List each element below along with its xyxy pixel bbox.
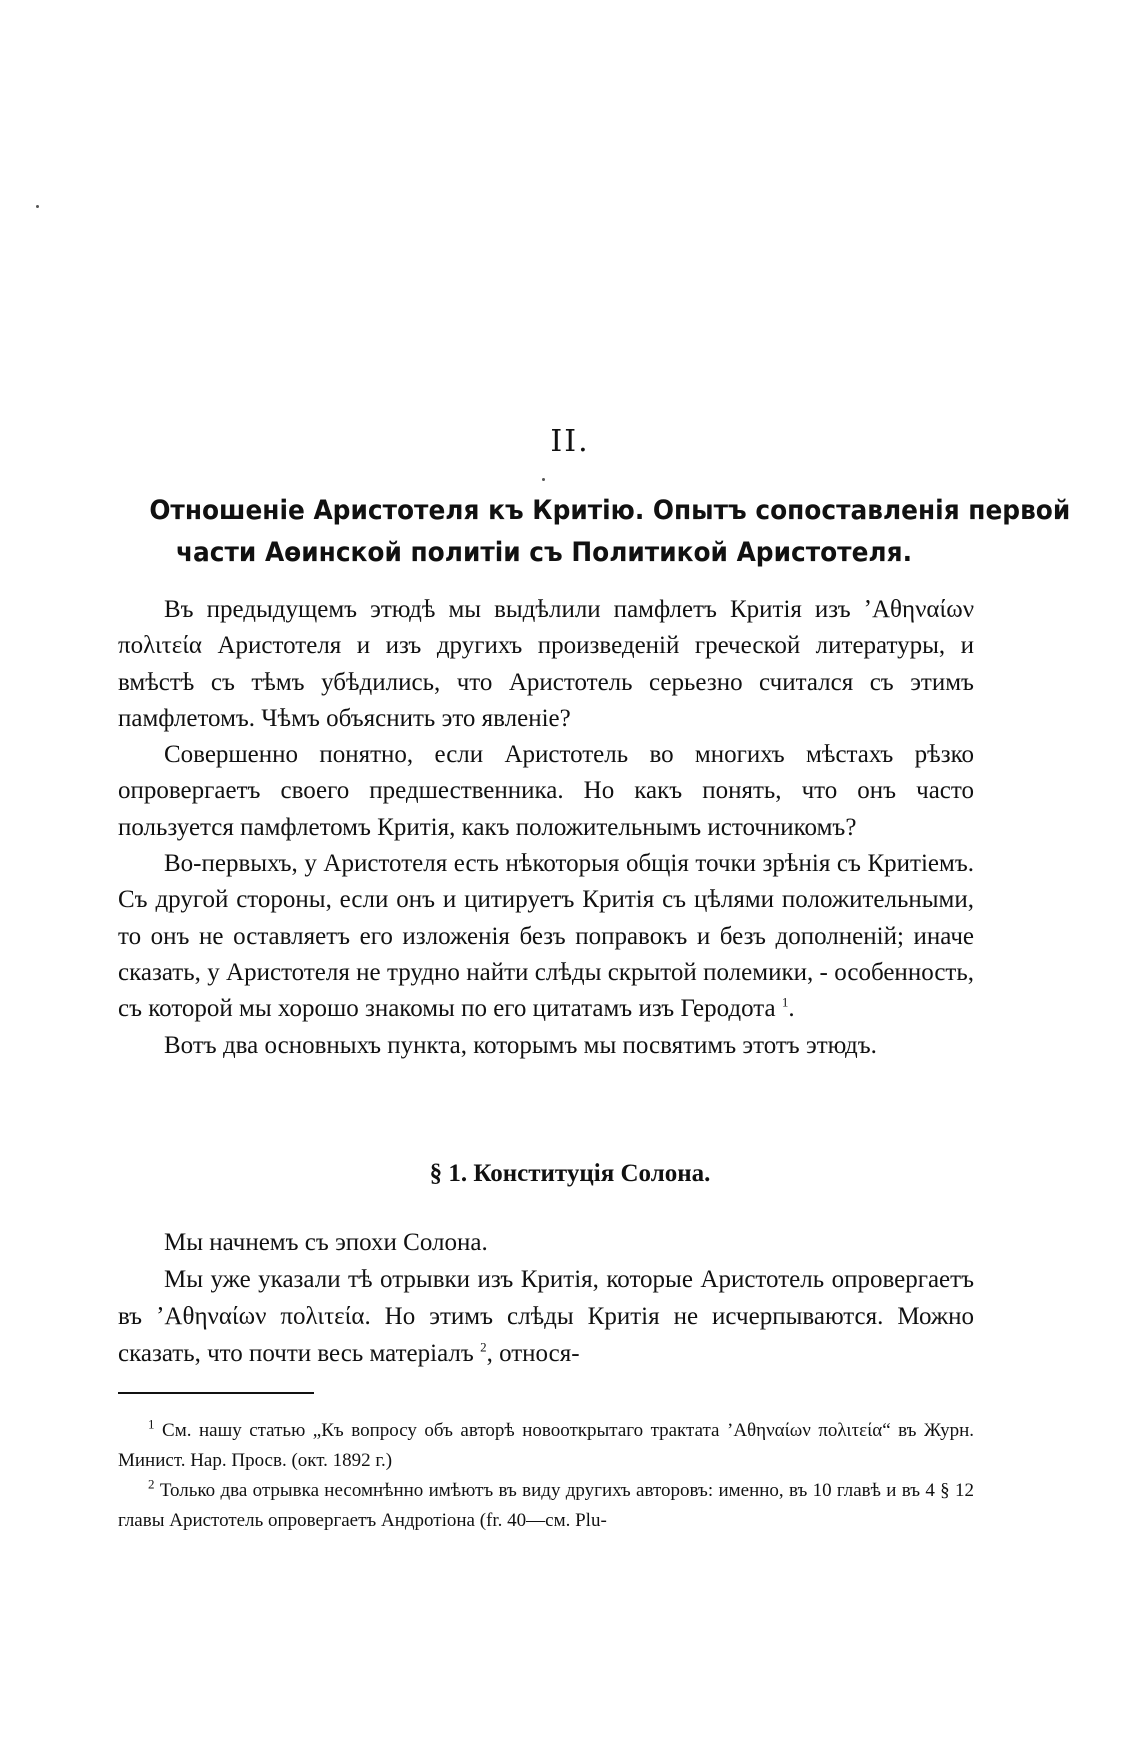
- paragraph: Совершенно понятно, если Аристотель во многихъ мѣстахъ рѣзко опровергаетъ своего предшественника. Но какъ понять, что онъ часто пользуется памфлетомъ Критія, какъ положительнымъ источникомъ?: [118, 741, 974, 841]
- section-text: [118, 1224, 974, 1372]
- footnote-mark: 2: [148, 1476, 155, 1492]
- chapter-number: II.: [550, 424, 590, 459]
- chapter-title-line-2: части Аѳинской политіи съ Политикой Аристотеля.: [175, 537, 913, 568]
- footnote-2: [118, 1476, 974, 1536]
- paragraph-text: Мы уже указали тѣ отрывки изъ Критія, которые Аристотель опровергаетъ въ ʼΑθηναίων πολιτεία. Но этимъ слѣды Критія не исчерпываются. Можно сказать, что почти весь матеріалъ: [118, 1266, 974, 1367]
- intro-text: [118, 592, 974, 1064]
- chapter-title-line-1: Отношеніе Аристотеля къ Критію. Опытъ сопоставленія первой: [149, 495, 1071, 526]
- scan-speck: [36, 205, 39, 208]
- footnote-text: Только два отрывка несомнѣнно имѣютъ въ виду другихъ авторовъ: именно, въ 10 главѣ и въ 4 § 12 главы Аристотель опровергаетъ Андротіона (fr. 40—см. Plu-: [118, 1480, 974, 1531]
- footnote-ref-2: 2: [480, 1339, 487, 1355]
- paragraph: [118, 1261, 974, 1372]
- paragraph-continuation: , относя-: [486, 1340, 580, 1367]
- paragraph: Вотъ два основныхъ пункта, которымъ мы посвятимъ этотъ этюдъ.: [164, 1031, 877, 1059]
- footnote-1: [118, 1416, 974, 1476]
- paragraph: [118, 846, 974, 1027]
- footnote-text: См. нашу статью „Къ вопросу объ авторѣ новооткрытаго трактата ʼΑθηναίων πολιτεία“ въ Журн. Минист. Нар. Просв. (окт. 1892 г.): [118, 1420, 974, 1471]
- section-heading: § 1. Конституція Солона.: [429, 1160, 711, 1187]
- footnotes: [118, 1416, 974, 1536]
- paragraph: Въ предыдущемъ этюдѣ мы выдѣлили памфлетъ Критія изъ ʼΑθηναίων πολιτεία Аристотеля и изъ другихъ произведеній греческой литературы, и вмѣстѣ съ тѣмъ убѣдились, что Аристотель серьезно считался съ этимъ памфлетомъ. Чѣмъ объяснить это явленіе?: [118, 596, 974, 732]
- paragraph-text: Во-первыхъ, у Аристотеля есть нѣкоторыя общія точки зрѣнія съ Критіемъ. Съ другой стороны, если онъ и цитируетъ Критія съ цѣлями положительными, то онъ не оставляетъ его изложенія безъ поправокъ и безъ дополненій; иначе сказать, у Аристотеля не трудно найти слѣды скрытой полемики, - особенность, съ которой мы хорошо знакомы по его цитатамъ изъ Геродота: [118, 850, 974, 1023]
- chapter-title: [149, 490, 1071, 574]
- footnote-ref-1: 1: [781, 994, 789, 1010]
- paragraph-period: .: [788, 995, 795, 1023]
- footnote-divider: [118, 1392, 314, 1394]
- footnote-mark: 1: [148, 1416, 155, 1432]
- paragraph: Мы начнемъ съ эпохи Солона.: [164, 1229, 488, 1256]
- scan-speck: [542, 478, 545, 481]
